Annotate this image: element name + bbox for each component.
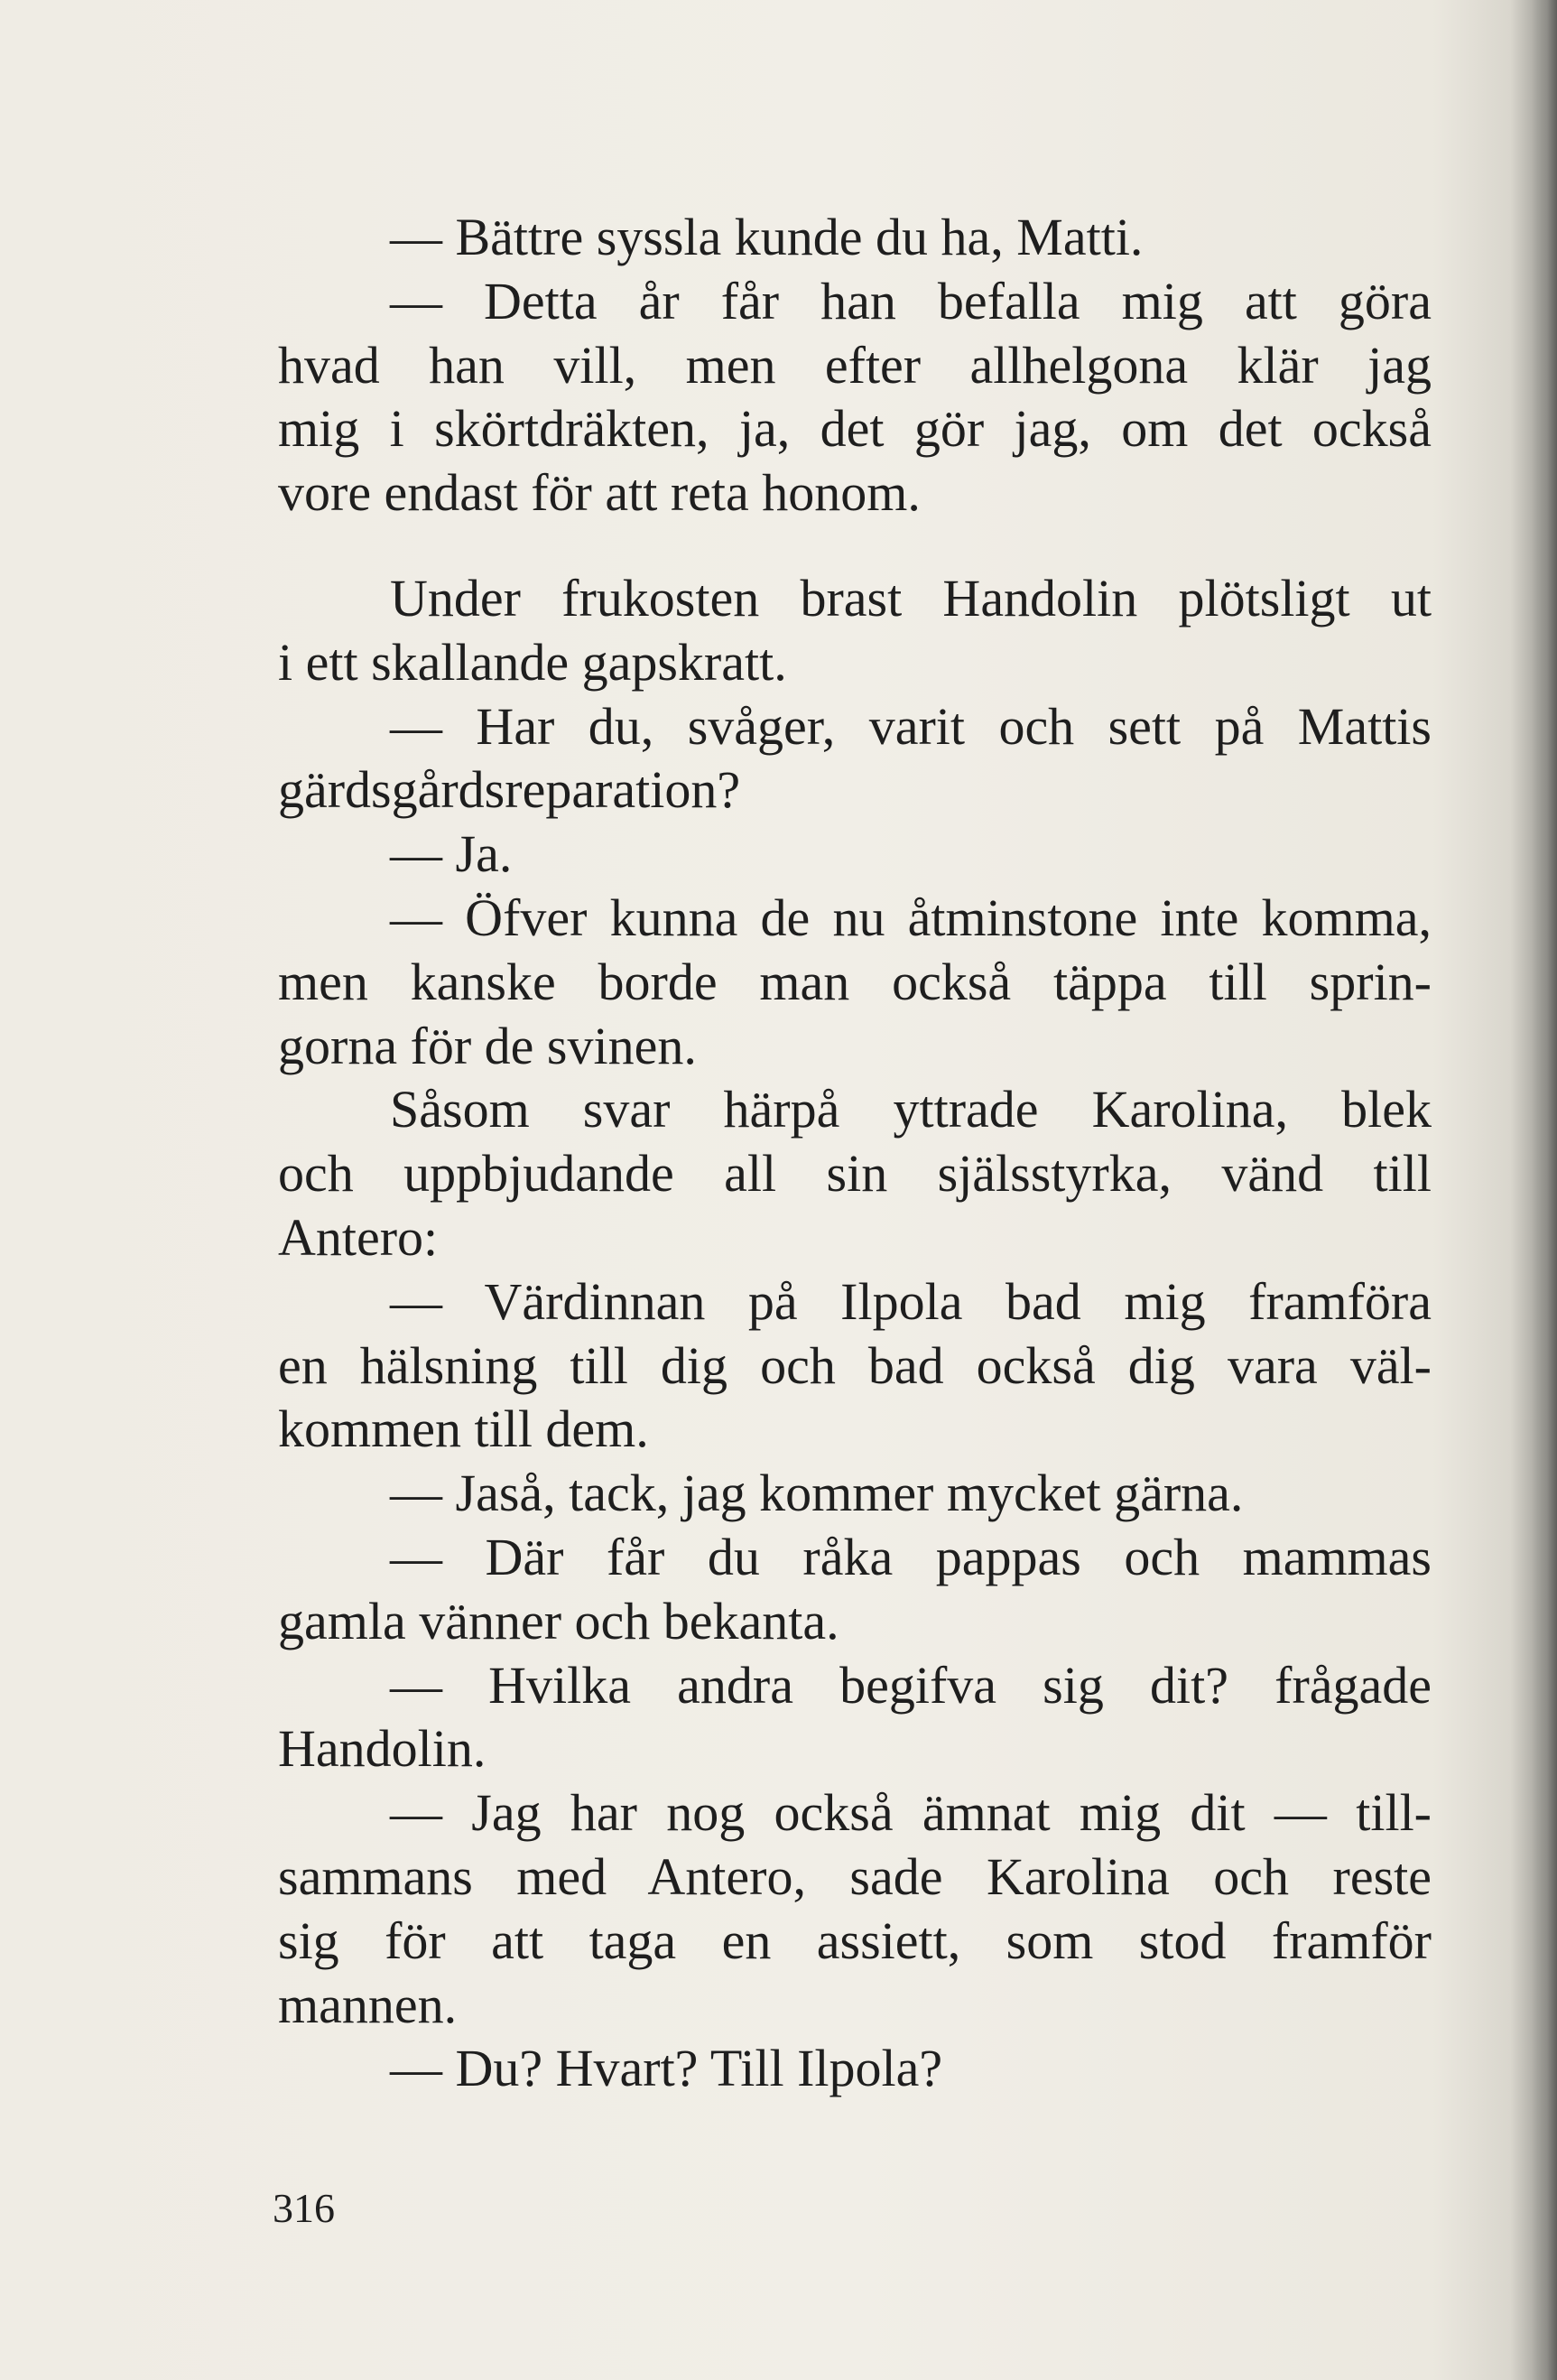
text-line: sig för att taga en assiett, som stod framför [278,1911,1432,1970]
text-line: gärdsgårdsreparation? [278,760,741,820]
body-text [278,206,1432,2101]
text-line: hvad han vill, men efter allhelgona klär jag [278,335,1432,395]
text-line: mannen. [278,1975,458,2034]
text-line: Handolin. [278,1719,487,1779]
text-line: — Har du, svåger, varit och sett på Mattis [390,696,1432,756]
text-line: Såsom svar härpå yttrade Karolina, blek [390,1080,1432,1139]
text-line: — Jag har nog också ämnat mig dit — till- [390,1783,1432,1843]
text-line: — Öfver kunna de nu åtminstone inte komma, [390,888,1432,947]
text-line: — Där får du råka pappas och mammas [390,1527,1432,1586]
text-line: — Du? Hvart? Till Ilpola? [390,2039,943,2098]
text-line: gorna för de svinen. [278,1016,697,1075]
paragraph-group-first [278,206,1432,525]
text-line: och uppbjudande all sin själsstyrka, vänd till [278,1144,1432,1204]
text-line: — Bättre syssla kunde du ha, Matti. [390,208,1144,266]
text-line: — Detta år får han befalla mig att göra [390,271,1432,330]
text-line: — Hvilka andra begifva sig dit? frågade [390,1655,1432,1715]
page-edge-shadow [1532,0,1557,2380]
text-line: sammans med Antero, sade Karolina och reste [278,1846,1432,1906]
text-line: vore endast för att reta honom. [278,463,921,523]
paragraph-group-second [278,567,1432,2101]
text-line: i ett skallande gapskratt. [278,632,787,692]
text-line: — Värdinnan på Ilpola bad mig framföra [390,1271,1432,1331]
text-line: — Ja. [390,824,513,884]
text-line: kommen till dem. [278,1399,649,1459]
text-line: Antero: [278,1207,439,1267]
text-line: — Jaså, tack, jag kommer mycket gärna. [390,1464,1244,1523]
text-line: en hälsning till dig och bad också dig vara väl- [278,1335,1432,1395]
text-line: gamla vänner och bekanta. [278,1591,839,1650]
text-line: mig i skörtdräkten, ja, det gör jag, om det också [278,399,1432,459]
text-line: Under frukosten brast Handolin plötsligt ut [390,568,1432,628]
page-number: 316 [273,2185,335,2231]
text-line: men kanske borde man också täppa till sprin- [278,952,1432,1011]
paragraph-gap [278,525,1432,567]
